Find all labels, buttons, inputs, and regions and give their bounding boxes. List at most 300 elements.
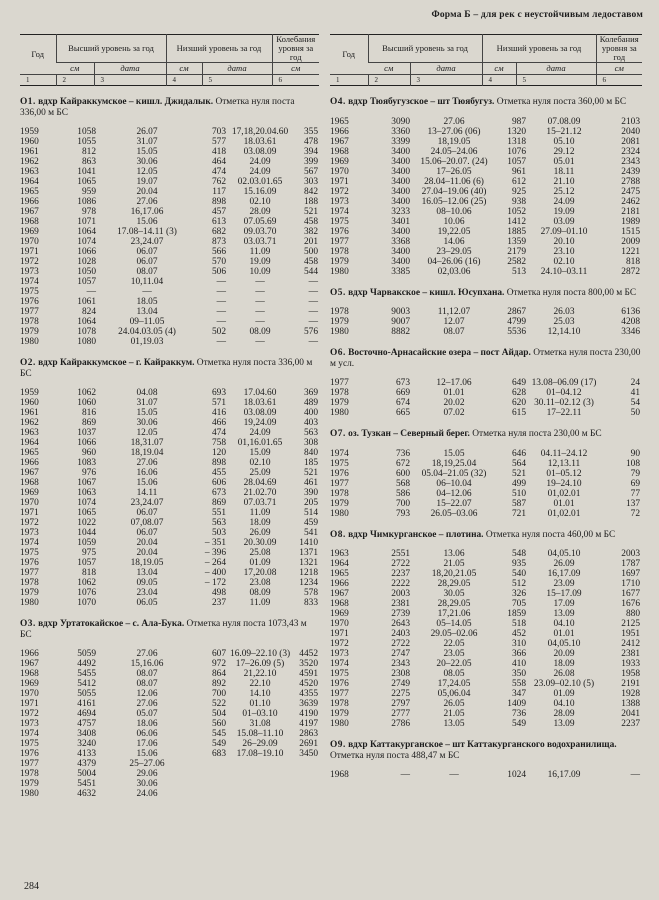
table-cell: 29.12 xyxy=(553,146,575,157)
table-cell: 2103 xyxy=(621,116,640,127)
table-cell: 25.12 xyxy=(553,186,575,197)
table-row xyxy=(330,489,642,499)
table-cell: 11.09 xyxy=(249,247,271,257)
table-cell: 1967 xyxy=(20,468,39,478)
table-row xyxy=(20,388,319,398)
table-cell: 1969 xyxy=(20,679,39,689)
table-cell: 1710 xyxy=(621,579,640,589)
table-cell: 12.05 xyxy=(136,428,158,438)
table-cell: 12.07 xyxy=(443,317,465,327)
table-cell: 24.04.03.05 (4) xyxy=(118,327,176,337)
table-cell: 2747 xyxy=(391,649,410,659)
table-cell: 19.09 xyxy=(553,206,575,217)
table-cell: 1041 xyxy=(77,167,96,177)
table-cell: 01–03.10 xyxy=(242,709,278,719)
table-cell: 3368 xyxy=(391,236,410,247)
table-cell: 5059 xyxy=(77,649,96,659)
table-cell: 310 xyxy=(511,639,526,649)
table-cell: 1964 xyxy=(20,438,39,448)
table-cell: 459 xyxy=(303,518,318,528)
table-cell: 762 xyxy=(211,177,226,187)
table-cell: — xyxy=(255,337,265,347)
table-cell: 818 xyxy=(625,256,640,267)
table-cell: 30.05 xyxy=(443,589,465,599)
table-cell: 12,13.11 xyxy=(547,458,581,469)
table-cell: 816 xyxy=(81,408,96,418)
table-cell: 11.09 xyxy=(249,508,271,518)
station-name: вдхр Чимкурганское – плотина. xyxy=(348,529,484,540)
table-cell: – 264 xyxy=(204,558,226,568)
station-ref: О9. xyxy=(330,740,346,750)
table-cell: 1787 xyxy=(621,559,640,569)
table-cell: 303 xyxy=(303,177,318,187)
table-cell: 1978 xyxy=(20,578,39,588)
table-cell: 4694 xyxy=(77,709,96,719)
station-section xyxy=(330,740,642,780)
table-row xyxy=(330,307,642,317)
table-cell: 418 xyxy=(211,147,226,157)
table-cell: 521 xyxy=(303,207,318,217)
table-cell: — xyxy=(255,277,265,287)
table-cell: 2749 xyxy=(391,679,410,689)
station-datum: Отметка нуля поста 1073,43 м БС xyxy=(20,619,307,640)
table-cell: 3400 xyxy=(391,146,410,157)
table-cell: 2872 xyxy=(621,266,640,277)
station-ref: О7. xyxy=(330,429,346,439)
table-cell: 544 xyxy=(303,267,318,277)
table-cell: 1968 xyxy=(20,217,39,227)
table-cell: 1409 xyxy=(507,699,526,709)
table-cell: 2308 xyxy=(391,669,410,679)
table-cell: 4452 xyxy=(299,649,318,659)
table-cell: 24.09 xyxy=(553,196,575,207)
table-row xyxy=(20,247,319,257)
table-cell: 4520 xyxy=(299,679,318,689)
table-cell: 04.11–24.12 xyxy=(540,448,588,459)
table-row xyxy=(20,307,319,317)
table-cell: 3450 xyxy=(299,749,318,759)
table-cell: 1970 xyxy=(20,498,39,508)
table-cell: 3400 xyxy=(391,246,410,257)
table-row xyxy=(20,438,319,448)
table-cell: 15.06 xyxy=(136,749,158,759)
table-row xyxy=(20,287,319,297)
table-cell: 2722 xyxy=(391,559,410,569)
table-row xyxy=(20,267,319,277)
station-name: вдхр Кайраккумское – г. Кайраккум. xyxy=(38,358,195,368)
table-row xyxy=(20,147,319,157)
table-cell: 1979 xyxy=(330,709,349,719)
table-row xyxy=(20,538,319,548)
table-cell: 549 xyxy=(211,739,226,749)
table-cell: 20.30.09 xyxy=(243,538,277,548)
table-cell: 1965 xyxy=(330,569,349,579)
table-cell: 502 xyxy=(211,327,226,337)
table-cell: 21,22.10 xyxy=(243,669,277,679)
table-cell: 1969 xyxy=(330,156,349,167)
table-cell: 185 xyxy=(303,458,318,468)
table-cell: 30.06 xyxy=(136,779,158,789)
table-cell: 4799 xyxy=(507,317,526,327)
table-cell: 17,18,20.04.60 xyxy=(231,127,289,137)
table-cell: 08.07 xyxy=(136,679,158,689)
table-row xyxy=(330,499,642,509)
table-cell: 2381 xyxy=(621,649,640,659)
table-cell: 07.05.69 xyxy=(243,217,277,227)
table-row xyxy=(330,579,642,589)
station-name: вдхр Уртатокайское – с. Ала-Бука. xyxy=(38,619,185,629)
table-row xyxy=(20,729,319,739)
table-cell: 02.10 xyxy=(249,197,271,207)
table-cell: 2237 xyxy=(391,569,410,579)
table-row xyxy=(330,147,642,157)
table-cell: 1057 xyxy=(77,558,96,568)
table-cell: 09.05 xyxy=(136,578,158,588)
table-cell: 1974 xyxy=(330,659,349,669)
table-cell: 06.07 xyxy=(136,508,158,518)
table-cell: 24.05–24.06 xyxy=(430,146,478,157)
table-cell: 1980 xyxy=(330,327,349,337)
station-title xyxy=(330,530,642,541)
table-cell: 1080 xyxy=(77,337,96,347)
table-cell: 2009 xyxy=(621,236,640,247)
table-cell: 464 xyxy=(211,157,226,167)
table-cell: 19,24.09 xyxy=(243,418,277,428)
table-cell: 1967 xyxy=(20,207,39,217)
table-cell: 2582 xyxy=(507,256,526,267)
table-cell: 1979 xyxy=(330,398,349,408)
table-cell: 1980 xyxy=(330,719,349,729)
table-cell: 1961 xyxy=(20,408,39,418)
data-rows xyxy=(330,117,642,277)
table-cell: 1062 xyxy=(77,388,96,398)
table-row xyxy=(20,317,319,327)
station-section xyxy=(20,358,319,608)
table-cell: 308 xyxy=(303,438,318,448)
col-min-level: Низший уровень за год xyxy=(482,35,596,63)
table-cell: — xyxy=(216,337,226,347)
table-row xyxy=(20,327,319,337)
table-cell: 1318 xyxy=(507,136,526,147)
table-row xyxy=(20,157,319,167)
table-cell: 466 xyxy=(211,418,226,428)
table-cell: 1086 xyxy=(77,197,96,207)
table-cell: 540 xyxy=(511,569,526,579)
table-cell: 03.08.09 xyxy=(243,408,277,418)
table-cell: 350 xyxy=(511,669,526,679)
table-cell: 2412 xyxy=(621,639,640,649)
table-cell: 649 xyxy=(511,378,526,388)
table-cell: 13.05 xyxy=(443,719,465,729)
station-ref: О2. xyxy=(20,358,36,368)
table-cell: 563 xyxy=(303,428,318,438)
table-row xyxy=(330,117,642,127)
table-cell: 975 xyxy=(81,548,96,558)
table-cell: 26.08 xyxy=(553,669,575,679)
table-row xyxy=(330,589,642,599)
table-cell: 5451 xyxy=(77,779,96,789)
table-cell: 26.07 xyxy=(136,127,158,137)
table-cell: 3408 xyxy=(77,729,96,739)
table-cell: 1964 xyxy=(330,559,349,569)
table-cell: 541 xyxy=(303,528,318,538)
table-cell: 410 xyxy=(511,659,526,669)
table-cell: 22.10 xyxy=(249,679,271,689)
table-cell: – 172 xyxy=(204,578,226,588)
table-cell: 1951 xyxy=(621,629,640,639)
station-name: вдхр Тюябугузское – шт Тюябугуз. xyxy=(348,97,495,107)
table-cell: 08–10.06 xyxy=(436,206,472,217)
table-cell: 1967 xyxy=(20,659,39,669)
table-row xyxy=(20,197,319,207)
table-cell: 938 xyxy=(511,196,526,207)
table-row xyxy=(20,649,319,659)
table-cell: 16.05–12.06 (25) xyxy=(421,196,487,207)
table-cell: 12–17.06 xyxy=(436,378,472,388)
table-cell: 1412 xyxy=(507,216,526,227)
table-cell: 1960 xyxy=(20,398,39,408)
table-cell: 31.07 xyxy=(136,398,158,408)
table-cell: 1371 xyxy=(299,548,318,558)
table-cell: 840 xyxy=(303,448,318,458)
table-cell: 403 xyxy=(303,418,318,428)
table-row xyxy=(20,679,319,689)
table-cell: 587 xyxy=(511,498,526,509)
table-cell: 15.16.09 xyxy=(243,187,277,197)
table-cell: 3520 xyxy=(299,659,318,669)
table-cell: 665 xyxy=(395,408,410,418)
table-cell: 898 xyxy=(211,458,226,468)
table-cell: 04.10 xyxy=(553,619,575,629)
table-cell: 1959 xyxy=(20,127,39,137)
table-cell: 1676 xyxy=(621,599,640,609)
table-cell: 17–26.09 (5) xyxy=(235,659,285,669)
table-cell: 20.02 xyxy=(443,398,465,408)
table-cell: 1980 xyxy=(330,266,349,277)
table-cell: – 351 xyxy=(204,538,226,548)
table-cell: 613 xyxy=(211,217,226,227)
table-cell: 959 xyxy=(81,187,96,197)
table-row xyxy=(330,659,642,669)
table-cell: 28.04–11.06 (6) xyxy=(424,176,484,187)
table-cell: 458 xyxy=(303,217,318,227)
table-cell: 478 xyxy=(303,137,318,147)
table-cell: 18.09 xyxy=(249,518,271,528)
table-cell: 2551 xyxy=(391,549,410,559)
table-cell: 3385 xyxy=(391,266,410,277)
table-row xyxy=(20,548,319,558)
table-cell: 2081 xyxy=(621,136,640,147)
table-cell: 672 xyxy=(395,458,410,469)
table-cell: 27.06 xyxy=(136,649,158,659)
table-cell: 18,19.05 xyxy=(437,136,471,147)
table-cell: — xyxy=(255,307,265,317)
table-cell: 28.04.69 xyxy=(243,478,277,488)
table-cell: 18,19.04 xyxy=(130,448,164,458)
table-cell: 1976 xyxy=(20,297,39,307)
col-max-level: Высший уровень за год xyxy=(56,35,166,63)
table-cell: 1052 xyxy=(507,206,526,217)
table-cell: 1971 xyxy=(20,508,39,518)
table-cell: 07.08.09 xyxy=(547,116,581,127)
table-row xyxy=(330,408,642,418)
col-num: 3 xyxy=(410,75,482,86)
table-cell: 01–04.12 xyxy=(546,388,582,398)
table-cell: 06.07 xyxy=(136,257,158,267)
table-row xyxy=(20,588,319,598)
table-cell: 4190 xyxy=(299,709,318,719)
table-cell: 2275 xyxy=(391,689,410,699)
table-cell: 06–10.04 xyxy=(436,478,472,489)
table-cell: 21.10 xyxy=(553,176,575,187)
col-amplitude: Колебания уровня за год xyxy=(596,35,642,63)
table-cell: 30.11–02.12 (3) xyxy=(534,398,594,408)
table-row xyxy=(20,408,319,418)
table-cell: 02.03.01.65 xyxy=(237,177,283,187)
table-cell: 2003 xyxy=(621,549,640,559)
table-cell: 1976 xyxy=(330,679,349,689)
table-cell: 1928 xyxy=(621,689,640,699)
table-cell: 03.09 xyxy=(553,216,575,227)
table-cell: 18.09 xyxy=(553,659,575,669)
col-num: 6 xyxy=(596,75,642,86)
table-cell: 15.09 xyxy=(249,448,271,458)
station-ref: О5. xyxy=(330,287,346,298)
table-cell: 3400 xyxy=(391,176,410,187)
table-cell: 382 xyxy=(303,227,318,237)
table-cell: — xyxy=(449,770,459,780)
data-rows xyxy=(330,449,642,519)
table-cell: 30.06 xyxy=(136,418,158,428)
table-row xyxy=(330,569,642,579)
table-cell: 1979 xyxy=(330,317,349,327)
table-row xyxy=(20,528,319,538)
table-cell: 02,03.06 xyxy=(437,266,471,277)
table-cell: 1968 xyxy=(330,146,349,157)
table-row xyxy=(20,227,319,237)
table-cell: 452 xyxy=(511,629,526,639)
col-num: 5 xyxy=(202,75,272,86)
table-cell: 17.08–19.10 xyxy=(236,749,284,759)
table-cell: 2786 xyxy=(391,719,410,729)
table-row xyxy=(330,679,642,689)
table-cell: — xyxy=(400,770,410,780)
table-cell: 673 xyxy=(395,378,410,388)
table-cell: 669 xyxy=(395,388,410,398)
table-cell: 1074 xyxy=(77,498,96,508)
table-cell: 3400 xyxy=(391,226,410,237)
table-cell: 26.03 xyxy=(553,307,575,317)
table-row xyxy=(330,257,642,267)
station-section xyxy=(330,429,642,519)
table-cell: 1037 xyxy=(77,428,96,438)
table-cell: 628 xyxy=(511,388,526,398)
table-cell: — xyxy=(308,287,318,297)
table-cell: 1980 xyxy=(330,408,349,418)
table-cell: 2179 xyxy=(507,246,526,257)
table-cell: 1971 xyxy=(20,699,39,709)
table-row xyxy=(20,428,319,438)
table-cell: 01.09 xyxy=(553,689,575,699)
table-cell: 1974 xyxy=(20,538,39,548)
table-cell: 06.07 xyxy=(136,528,158,538)
table-cell: 02.10 xyxy=(553,256,575,267)
table-cell: 5004 xyxy=(77,769,96,779)
table-cell: — xyxy=(216,317,226,327)
table-cell: 1973 xyxy=(330,649,349,659)
table-cell: 504 xyxy=(211,709,226,719)
table-cell: 13–27.06 (06) xyxy=(427,126,481,137)
table-cell: 13.04 xyxy=(136,568,158,578)
table-cell: 3400 xyxy=(391,256,410,267)
table-cell: 976 xyxy=(81,468,96,478)
table-cell: 2462 xyxy=(621,196,640,207)
table-cell: 961 xyxy=(511,166,526,177)
table-cell: 1959 xyxy=(20,388,39,398)
table-cell: 4379 xyxy=(77,759,96,769)
table-cell: 28,29.05 xyxy=(437,599,471,609)
col-num: 1 xyxy=(20,75,56,86)
table-cell: 3400 xyxy=(391,196,410,207)
table-cell: 898 xyxy=(211,197,226,207)
table-row xyxy=(20,458,319,468)
table-row xyxy=(20,739,319,749)
table-cell: 615 xyxy=(511,408,526,418)
table-row xyxy=(20,237,319,247)
table-cell: 568 xyxy=(395,478,410,489)
table-cell: 16,17.09 xyxy=(547,569,581,579)
table-cell: 6136 xyxy=(621,307,640,317)
table-row xyxy=(330,479,642,489)
table-cell: 23,24.07 xyxy=(130,498,164,508)
table-cell: 15.06 xyxy=(136,478,158,488)
table-cell: 120 xyxy=(211,448,226,458)
table-cell: — xyxy=(255,317,265,327)
station-datum: Отметка нуля поста 230,00 м усл. xyxy=(330,348,641,369)
table-cell: 13.06 xyxy=(443,549,465,559)
table-cell: 510 xyxy=(511,488,526,499)
table-cell: — xyxy=(86,287,96,297)
table-cell: 693 xyxy=(211,388,226,398)
table-cell: 24.09 xyxy=(249,167,271,177)
table-cell: 2237 xyxy=(621,719,640,729)
table-row xyxy=(330,699,642,709)
table-cell: 646 xyxy=(511,448,526,459)
col-cm: см xyxy=(482,63,516,75)
table-cell: 20.10 xyxy=(553,236,575,247)
table-row xyxy=(330,649,642,659)
table-row xyxy=(20,488,319,498)
table-cell: 758 xyxy=(211,438,226,448)
table-cell: 1975 xyxy=(330,216,349,227)
table-cell: 20.09 xyxy=(553,649,575,659)
table-cell: 07.02 xyxy=(443,408,465,418)
table-cell: 1972 xyxy=(20,518,39,528)
table-cell: 15.08–11.10 xyxy=(236,729,284,739)
table-cell: 01–05.12 xyxy=(546,468,582,479)
station-section xyxy=(330,530,642,730)
station-name: оз. Тузкан – Северный берег. xyxy=(348,429,470,439)
table-row xyxy=(20,277,319,287)
table-cell: 4355 xyxy=(299,689,318,699)
table-cell: 2863 xyxy=(299,729,318,739)
table-cell: 16,17.09 xyxy=(547,770,581,780)
table-cell: 18.03.61 xyxy=(243,137,277,147)
table-row xyxy=(20,337,319,347)
table-row xyxy=(330,549,642,559)
table-cell: 31.07 xyxy=(136,137,158,147)
table-cell: 812 xyxy=(81,147,96,157)
